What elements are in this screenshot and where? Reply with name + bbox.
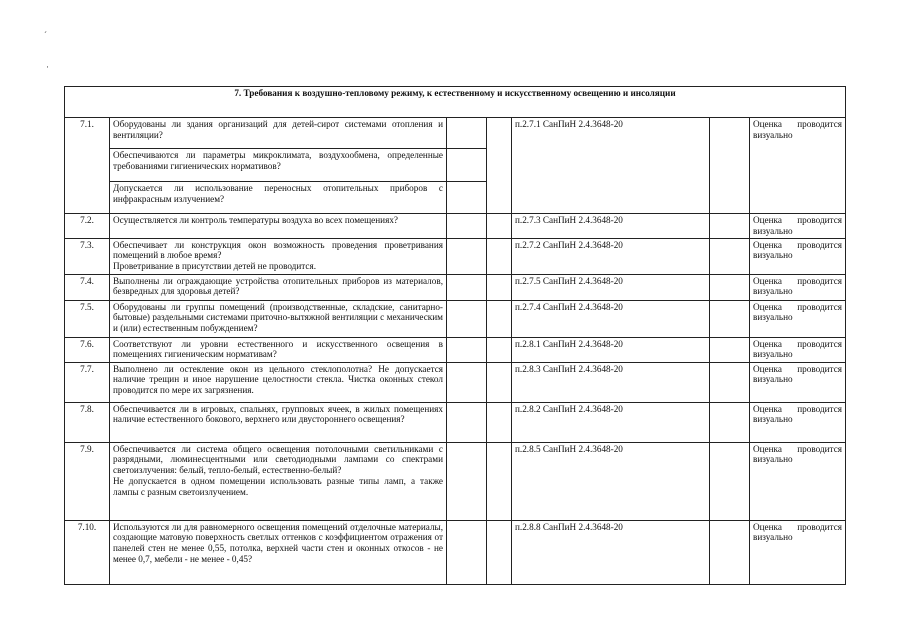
- question-cell: Оборудованы ли здания организаций для детей-сирот системами отопления и вентиляции?: [110, 118, 447, 149]
- evaluation-cell: Оценка проводится визуально: [750, 402, 846, 442]
- evaluation-cell: Оценка проводится визуально: [750, 214, 846, 239]
- blank-cell: [710, 214, 750, 239]
- blank-cell: [710, 238, 750, 274]
- answer-cell[interactable]: [447, 337, 487, 362]
- blank-cell: [710, 300, 750, 337]
- answer-cell[interactable]: [487, 520, 512, 584]
- reference-cell: п.2.7.2 СанПиН 2.4.3648-20: [512, 238, 710, 274]
- answer-cell[interactable]: [447, 182, 487, 214]
- table-row: [65, 402, 846, 442]
- answer-cell[interactable]: [487, 214, 512, 239]
- question-cell: Соответствуют ли уровни естественного и искусственного освещения в помещениях гигиеническим нормативам?: [110, 337, 447, 362]
- table-row: [65, 337, 846, 362]
- scan-mark-top: ´: [44, 30, 47, 40]
- row-number: 7.7.: [65, 362, 110, 402]
- question-cell: Допускается ли использование переносных отопительных приборов с инфракрасным излучением?: [110, 182, 447, 214]
- question-cell: Обеспечивается ли в игровых, спальнях, групповых ячеек, в жилых помещениях наличие естественного бокового, верхнего или двустороннего освещения?: [110, 402, 447, 442]
- table-row: [65, 442, 846, 520]
- row-number: 7.3.: [65, 238, 110, 274]
- reference-cell: п.2.7.3 СанПиН 2.4.3648-20: [512, 214, 710, 239]
- evaluation-cell: Оценка проводится визуально: [750, 442, 846, 520]
- table-row: [65, 300, 846, 337]
- reference-cell: п.2.8.8 СанПиН 2.4.3648-20: [512, 520, 710, 584]
- row-number: 7.4.: [65, 274, 110, 300]
- answer-cell[interactable]: [487, 118, 512, 214]
- evaluation-cell: Оценка проводится визуально: [750, 520, 846, 584]
- question-text: Обеспечивает ли конструкция окон возможность проведения проветривания помещений в любое время?: [113, 239, 443, 261]
- answer-cell[interactable]: [487, 402, 512, 442]
- blank-cell: [710, 442, 750, 520]
- answer-cell[interactable]: [447, 402, 487, 442]
- question-text: Обеспечивается ли система общего освещения потолочными светильниками с разрядными, люминесцентными или светодиодными лампами со спектрами светоизлучения: белый, тепло-белый, естественно-белый?: [113, 443, 443, 476]
- table-row: [65, 238, 846, 274]
- evaluation-cell: Оценка проводится визуально: [750, 300, 846, 337]
- row-number: 7.5.: [65, 300, 110, 337]
- answer-cell[interactable]: [447, 118, 487, 149]
- reference-cell: п.2.8.2 СанПиН 2.4.3648-20: [512, 402, 710, 442]
- row-number: 7.2.: [65, 214, 110, 239]
- blank-cell: [710, 337, 750, 362]
- answer-cell[interactable]: [487, 337, 512, 362]
- answer-cell[interactable]: [447, 300, 487, 337]
- question-cell: [110, 238, 447, 274]
- scan-mark-bottom: ·: [46, 62, 49, 72]
- answer-cell[interactable]: [447, 274, 487, 300]
- evaluation-cell: Оценка проводится визуально: [750, 274, 846, 300]
- table-row: [65, 362, 846, 402]
- answer-cell[interactable]: [487, 442, 512, 520]
- row-number: 7.10.: [65, 520, 110, 584]
- row-number: 7.8.: [65, 402, 110, 442]
- blank-cell: [710, 402, 750, 442]
- reference-cell: п.2.8.5 СанПиН 2.4.3648-20: [512, 442, 710, 520]
- evaluation-cell: Оценка проводится визуально: [750, 118, 846, 214]
- row-number: 7.1.: [65, 118, 110, 214]
- blank-cell: [710, 520, 750, 584]
- reference-cell: п.2.7.4 СанПиН 2.4.3648-20: [512, 300, 710, 337]
- question-cell: Оборудованы ли группы помещений (производственные, складские, санитарно-бытовые) раздельными системами приточно-вытяжной вентиляции с механическим и (или) естественным побуждением?: [110, 300, 447, 337]
- answer-cell[interactable]: [487, 300, 512, 337]
- reference-cell: п.2.7.1 СанПиН 2.4.3648-20: [512, 118, 710, 214]
- checklist-table: [64, 86, 846, 585]
- blank-cell: [710, 274, 750, 300]
- question-cell: Используются ли для равномерного освещения помещений отделочные материалы, создающие матовую поверхность светлых оттенков с коэффициентом отражения от панелей стен не менее 0,55, потолка, верхней части стен и оконных откосов - не менее 0,7, мебели - не менее - 0,45?: [110, 520, 447, 584]
- answer-cell[interactable]: [487, 238, 512, 274]
- question-cell: Обеспечиваются ли параметры микроклимата, воздухообмена, определенные требованиями гигиенических нормативов?: [110, 149, 447, 182]
- question-note: Не допускается в одном помещении использовать разные типы ламп, а также лампы с разным светоизлучением.: [113, 475, 443, 497]
- blank-cell: [710, 362, 750, 402]
- reference-cell: п.2.8.1 СанПиН 2.4.3648-20: [512, 337, 710, 362]
- question-cell: Выполнено ли остекление окон из цельного стеклополотна? Не допускается наличие трещин и иное нарушение целостности стекла. Чистка оконных стекол проводится по мере их загрязнения.: [110, 362, 447, 402]
- section-title: 7. Требования к воздушно-тепловому режиму, к естественному и искусственному освещению и инсоляции: [65, 87, 846, 118]
- question-cell: Осуществляется ли контроль температуры воздуха во всех помещениях?: [110, 214, 447, 239]
- evaluation-cell: Оценка проводится визуально: [750, 337, 846, 362]
- table-row: [65, 214, 846, 239]
- evaluation-cell: Оценка проводится визуально: [750, 362, 846, 402]
- table-row: [65, 274, 846, 300]
- reference-cell: п.2.7.5 СанПиН 2.4.3648-20: [512, 274, 710, 300]
- answer-cell[interactable]: [447, 520, 487, 584]
- answer-cell[interactable]: [447, 362, 487, 402]
- answer-cell[interactable]: [447, 238, 487, 274]
- question-cell: [110, 442, 447, 520]
- question-cell: Выполнены ли ограждающие устройства отопительных приборов из материалов, безвредных для здоровья детей?: [110, 274, 447, 300]
- answer-cell[interactable]: [487, 362, 512, 402]
- answer-cell[interactable]: [447, 214, 487, 239]
- answer-cell[interactable]: [447, 149, 487, 182]
- row-number: 7.6.: [65, 337, 110, 362]
- evaluation-cell: Оценка проводится визуально: [750, 238, 846, 274]
- table-row: [65, 118, 846, 149]
- section-header-row: [65, 87, 846, 118]
- answer-cell[interactable]: [447, 442, 487, 520]
- question-note: Проветривание в присутствии детей не проводится.: [113, 261, 317, 272]
- answer-cell[interactable]: [487, 274, 512, 300]
- table-row: [65, 520, 846, 584]
- row-number: 7.9.: [65, 442, 110, 520]
- reference-cell: п.2.8.3 СанПиН 2.4.3648-20: [512, 362, 710, 402]
- blank-cell: [710, 118, 750, 214]
